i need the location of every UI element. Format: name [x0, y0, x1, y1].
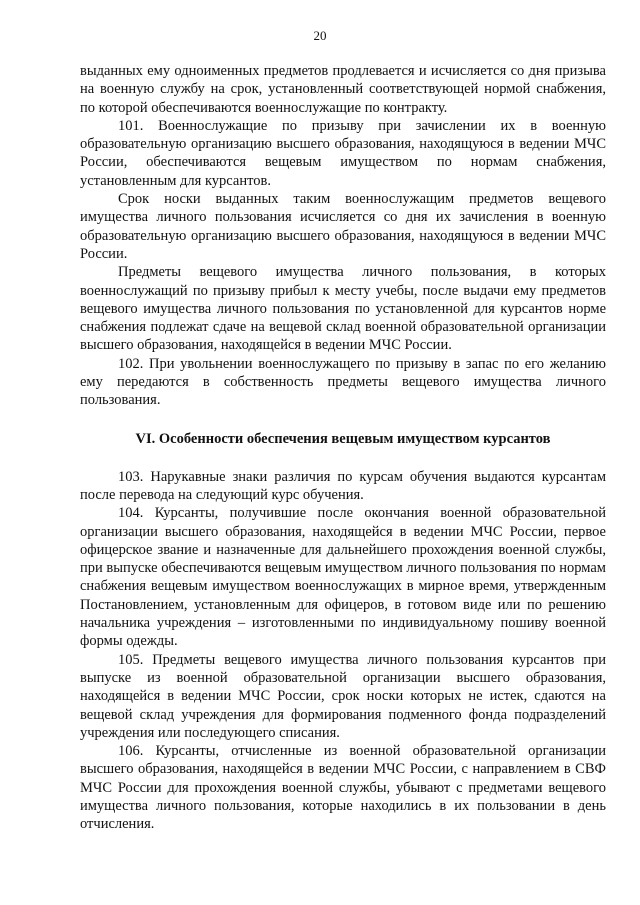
- page-number: 20: [313, 28, 327, 43]
- paragraph-101-term: Срок носки выданных таким военнослужащим предметов вещевого имущества личного пользования исчисляется со дня их зачисления в военную образовательную организацию высшего образования, находящуюся в ведении МЧС России.: [80, 191, 606, 262]
- paragraph-101-items: Предметы вещевого имущества личного пользования, в которых военнослужащий по призыву прибыл к месту учебы, после выдачи ему предметов вещевого имущества личного пользования по установленной для курсантов норме снабжения подлежат сдаче на вещевой склад военной образовательной организации высшего образования, находящейся в ведении МЧС России.: [80, 264, 606, 354]
- paragraph-continuation: выданных ему одноименных предметов продлевается и исчисляется со дня призыва на военную службу на срок, установленный соответствующей нормой снабжения, по которой обеспечиваются военнослужащие по контракту.: [80, 63, 606, 116]
- document-body: [80, 62, 606, 834]
- paragraph-106: 106. Курсанты, отчисленные из военной образовательной организации высшего образования, находящейся в ведении МЧС России, с направлением в СВФ МЧС России для прохождения военной службы, убывают с предметами вещевого имущества личного пользования, которые находились в их пользовании в день отчисления.: [80, 743, 606, 833]
- paragraph-101: 101. Военнослужащие по призыву при зачислении их в военную образовательную организацию высшего образования, находящуюся в ведении МЧС России, обеспечиваются вещевым имуществом по нормам снабжения, установленным для курсантов.: [80, 117, 606, 189]
- section-heading: VI. Особенности обеспечения вещевым имуществом курсантов: [135, 430, 551, 447]
- paragraph-105: 105. Предметы вещевого имущества личного пользования курсантов при выпуске из военной образовательной организации высшего образования, находящейся в ведении МЧС России, срок носки которых не истек, сдаются на вещевой склад учреждения для формирования подменного фонда подразделений учреждения или последующего списания.: [80, 651, 606, 741]
- paragraph-102: 102. При увольнении военнослужащего по призыву в запас по его желанию ему передаются в собственность предметы вещевого имущества личного пользования.: [80, 355, 606, 409]
- paragraph-103: 103. Нарукавные знаки различия по курсам обучения выдаются курсантам после перевода на следующий курс обучения.: [80, 468, 606, 503]
- paragraph-104: 104. Курсанты, получившие после окончания военной образовательной организации высшего образования, находящейся в ведении МЧС России, первое офицерское звание и назначенные для дальнейшего прохождения военной службы, при выпуске обеспечиваются вещевым имуществом личного пользования по нормам снабжения вещевым имуществом военнослужащих в мирное время, утвержденным Постановлением, установленным для офицеров, в готовом виде или по решению начальника учреждения – изготовленными по индивидуальному пошиву военной формы одежды.: [80, 505, 606, 650]
